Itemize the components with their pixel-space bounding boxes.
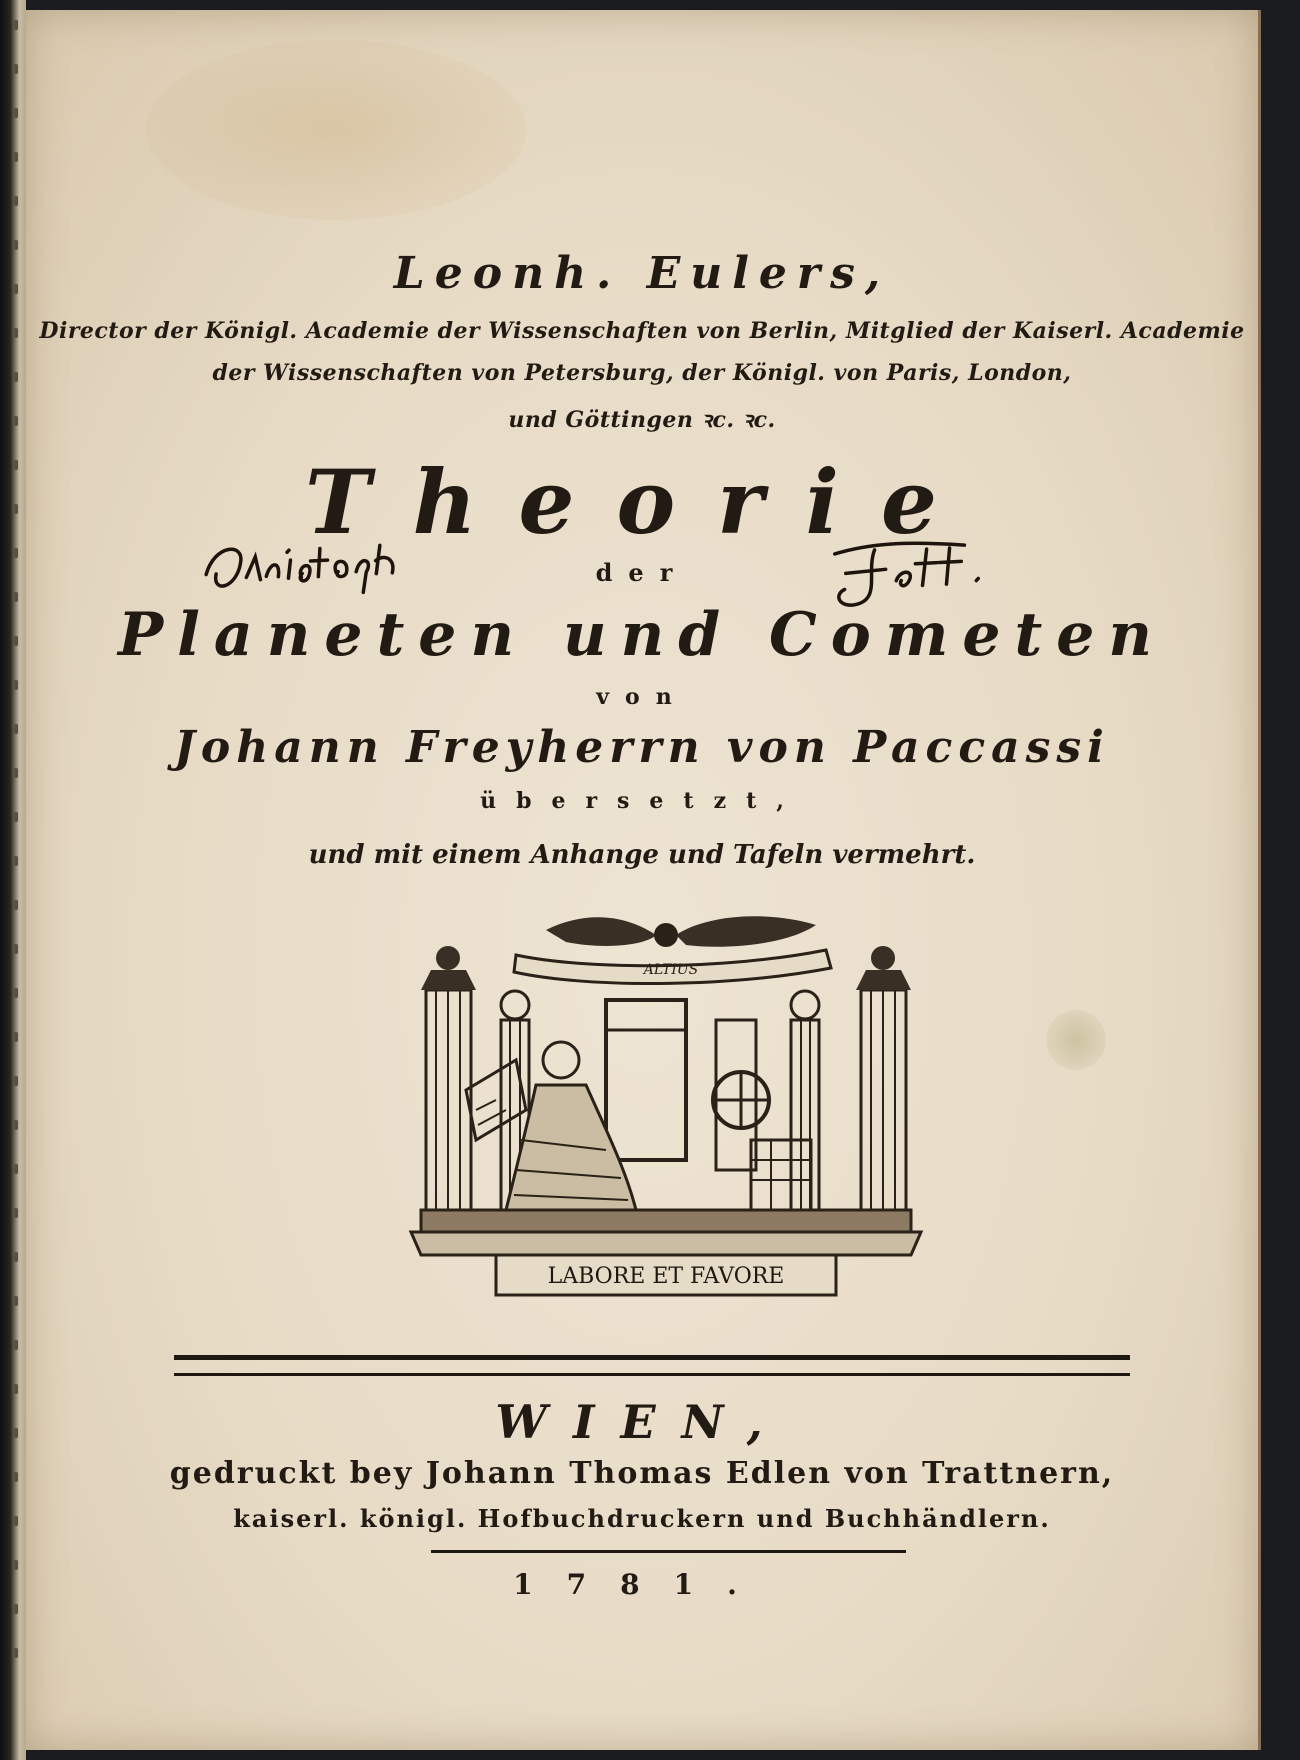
printer-vignette [406, 910, 926, 1300]
translator-name: Johann Freyherrn von Paccassi [174, 722, 1110, 773]
imprint-printer-line-2: kaiserl. königl. Hofbuchdruckern und Buchhändlern. [233, 1504, 1051, 1533]
imprint-rule [431, 1550, 906, 1553]
imprint-printer-line-1: gedruckt bey Johann Thomas Edlen von Trattnern, [169, 1456, 1115, 1491]
title-page [26, 10, 1261, 1750]
title-von: von [596, 684, 688, 710]
author-name: Leonh. Eulers, [393, 248, 891, 299]
double-rule-top [174, 1355, 1130, 1360]
title-der: der [595, 558, 689, 587]
author-credentials-line-1: Director der Königl. Academie der Wissenschaften von Berlin, Mitglied der Kaiserl. Academie [39, 318, 1245, 344]
page-content [26, 10, 1258, 1750]
imprint-year: 1781. [513, 1568, 771, 1601]
imprint-city: WIEN, [495, 1395, 789, 1449]
book-binding-edge [0, 0, 26, 1760]
binding-stitches [14, 20, 18, 1720]
title-main: Theorie [305, 450, 979, 554]
author-credentials-line-2: der Wissenschaften von Petersburg, der Königl. von Paris, London, [212, 360, 1072, 386]
title-subject: Planeten und Cometen [117, 600, 1167, 670]
double-rule-bottom [174, 1373, 1130, 1376]
author-credentials-line-3: und Göttingen ꝛc. ꝛc. [508, 407, 776, 433]
vignette-motto: LABORE ET FAVORE [547, 1264, 785, 1289]
uebersetzt-label: übersetzt, [480, 788, 804, 814]
anhang-line: und mit einem Anhange und Tafeln vermehrt. [308, 840, 976, 870]
vignette-banner-text: ALTIUS [643, 962, 699, 978]
